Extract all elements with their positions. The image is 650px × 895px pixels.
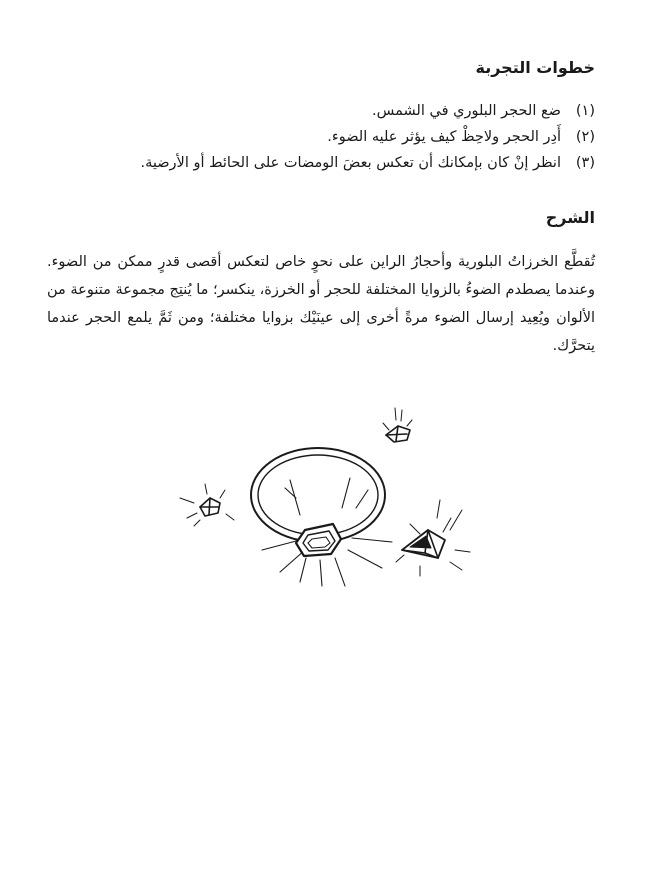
step-text: ضع الحجر البلوري في الشمس. <box>372 103 561 119</box>
explanation-heading: الشرح <box>545 208 595 227</box>
step-number: (١) <box>575 103 595 119</box>
step-number: (٢) <box>575 129 595 145</box>
gem-icon <box>396 500 470 576</box>
step-item <box>50 98 595 124</box>
step-number: (٣) <box>575 155 595 171</box>
explanation-paragraph: تُقطَّع الخرزاتُ البلورية وأحجارُ الراين على نحوٍ خاص لتعكس أقصى قدرٍ ممكن من الضوء. وعندما يصطدم الضوءُ بالزوايا المختلفة للحجر أو الخرزة، ينكسر؛ ما يُنتِج مجموعة متنوعة من الألوان ويُعِيد إرسال الضوء مرةً أخرى إلى عينَيْك بزوايا مختلفة؛ ومن ثَمَّ يلمع الحجر عندما يتحرَّك. <box>46 254 595 354</box>
steps-list <box>50 98 595 176</box>
step-text: انظر إنْ كان بإمكانك أن تعكس بعضَ الومضات على الحائط أو الأرضية. <box>140 155 561 171</box>
crystal-icon <box>383 408 412 442</box>
gemstones-illustration <box>0 390 650 610</box>
steps-heading: خطوات التجربة <box>475 58 595 77</box>
step-text: أَدِر الحجر ولاحِظْ كيف يؤثر عليه الضوء. <box>327 129 561 145</box>
crystal-icon <box>180 484 234 526</box>
step-item <box>50 150 595 176</box>
step-item <box>50 124 595 150</box>
